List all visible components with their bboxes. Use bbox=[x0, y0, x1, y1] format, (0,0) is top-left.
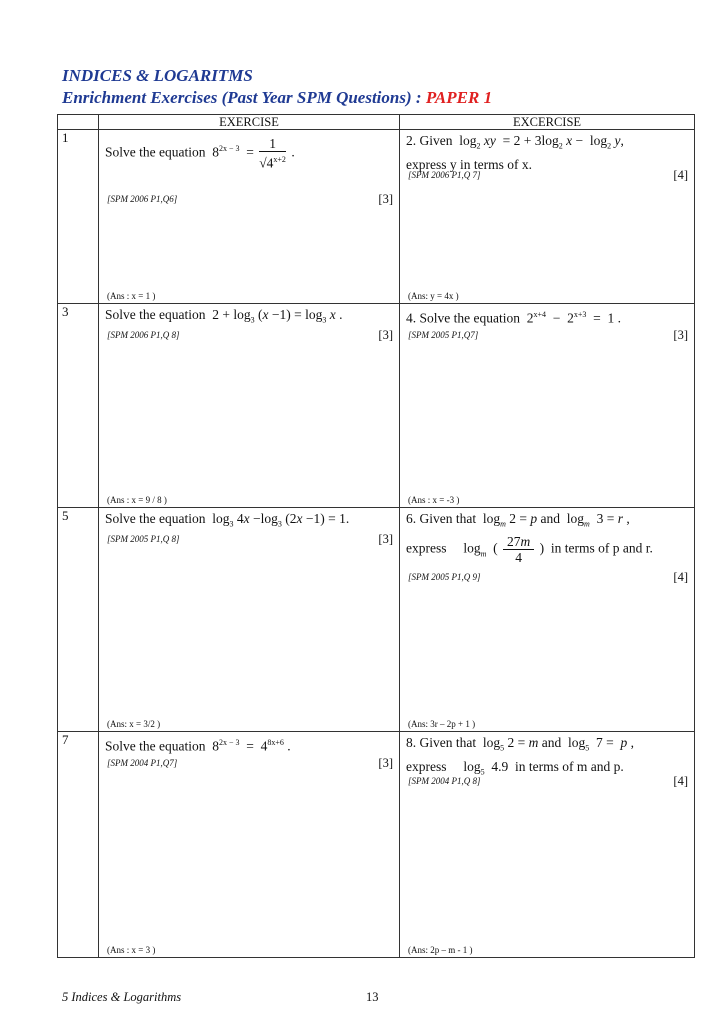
page-title: INDICES & LOGARITMS bbox=[62, 66, 253, 85]
question-4 bbox=[400, 304, 695, 508]
question-3 bbox=[99, 304, 400, 508]
question-text: Solve the equation $\log_3 4x -\log_3$ (2x −1) = 1. bbox=[105, 511, 350, 529]
question-ref: [SPM 2006 P1,Q 7] bbox=[408, 170, 481, 180]
question-text: Solve the equation $8^{2x - 3}$ = $\frac{1}{√4^{x+2}}$ . bbox=[105, 136, 295, 171]
question-1 bbox=[99, 130, 400, 304]
question-8 bbox=[400, 732, 695, 958]
exercise-table bbox=[57, 114, 695, 958]
answer: (Ans: y = 4x ) bbox=[408, 291, 459, 301]
answer: (Ans : x = -3 ) bbox=[408, 495, 460, 505]
col-header-left: EXERCISE bbox=[99, 115, 400, 130]
question-marks: [4] bbox=[673, 774, 688, 788]
question-2 bbox=[400, 130, 695, 304]
question-ref: [SPM 2006 P1,Q6] bbox=[107, 194, 178, 204]
question-text: 2. Given $\log_2$ xy = $2 + 3\log_2$ $x - \log_2 y$, express y in terms of x. bbox=[406, 133, 624, 172]
question-marks: [4] bbox=[673, 570, 688, 584]
question-text: Solve the equation $8^{2x - 3} = 4^{8x+6}$ . bbox=[105, 738, 291, 754]
question-marks: [3] bbox=[673, 328, 688, 342]
question-6 bbox=[400, 508, 695, 732]
answer: (Ans: 2p – m - 1 ) bbox=[408, 945, 473, 955]
question-ref: [SPM 2004 P1,Q7] bbox=[107, 758, 178, 768]
question-number: 7 bbox=[58, 732, 99, 958]
answer: (Ans : x = 1 ) bbox=[107, 291, 156, 301]
question-text: 4. Solve the equation $2^{x+4} - 2^{x+3} = 1$ . bbox=[406, 310, 622, 326]
question-ref: [SPM 2004 P1,Q 8] bbox=[408, 776, 481, 786]
answer: (Ans : x = 9 / 8 ) bbox=[107, 495, 167, 505]
question-text: 6. Given that $\log_m 2 = p$ and $\log_m 3 = r$ , express $\log_m$ ( $\frac{27m}{4}$ ) in terms of p and r. bbox=[406, 511, 653, 565]
subtitle-main: Enrichment Exercises (Past Year SPM Questions) : bbox=[62, 88, 422, 107]
question-ref: [SPM 2005 P1,Q7] bbox=[408, 330, 479, 340]
question-marks: [3] bbox=[378, 756, 393, 770]
answer: (Ans: x = 3/2 ) bbox=[107, 719, 161, 729]
col-header-right: EXCERCISE bbox=[400, 115, 695, 130]
question-5 bbox=[99, 508, 400, 732]
question-number: 3 bbox=[58, 304, 99, 508]
page-number: 13 bbox=[366, 990, 379, 1004]
question-text: 8. Given that $\log_5 2 = m$ and $\log_5 7 = p$ , express $\log_5 4.9$ in terms of m and p. bbox=[406, 735, 635, 777]
question-marks: [3] bbox=[378, 532, 393, 546]
answer: (Ans : x = 3 ) bbox=[107, 945, 156, 955]
question-ref: [SPM 2006 P1,Q 8] bbox=[107, 330, 180, 340]
question-marks: [4] bbox=[673, 168, 688, 182]
page-subtitle bbox=[62, 88, 492, 108]
question-ref: [SPM 2005 P1,Q 9] bbox=[408, 572, 481, 582]
question-7 bbox=[99, 732, 400, 958]
question-ref: [SPM 2005 P1,Q 8] bbox=[107, 534, 180, 544]
question-marks: [3] bbox=[378, 328, 393, 342]
paper-label: PAPER 1 bbox=[425, 88, 493, 107]
question-number: 5 bbox=[58, 508, 99, 732]
footer-chapter: 5 Indices & Logarithms bbox=[62, 990, 182, 1004]
question-marks: [3] bbox=[378, 192, 393, 206]
question-number: 1 bbox=[58, 130, 99, 304]
answer: (Ans: 3r – 2p + 1 ) bbox=[408, 719, 476, 729]
question-text: Solve the equation $2 + \log_3 (x -1) = \log_3 x$ . bbox=[105, 307, 343, 325]
